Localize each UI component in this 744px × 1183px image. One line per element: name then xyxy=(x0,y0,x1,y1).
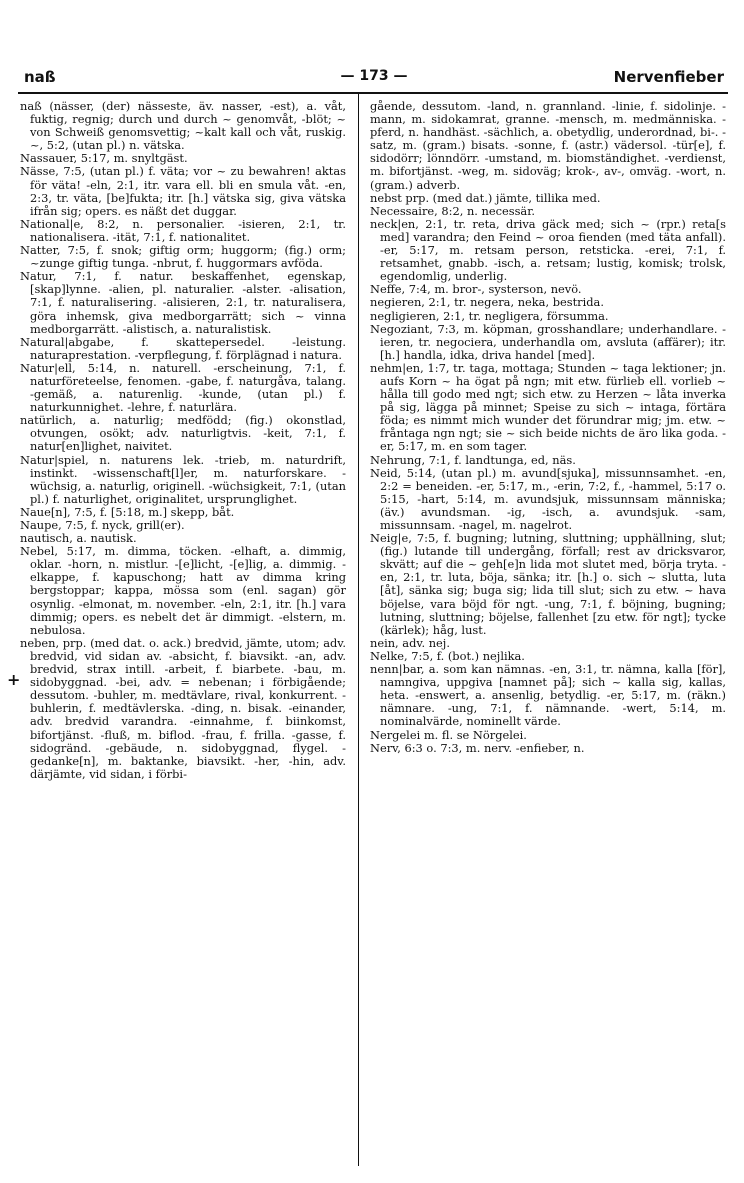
left-column xyxy=(20,100,346,781)
page-number: — 173 — xyxy=(340,68,408,84)
entry: Naupe, 7:5, f. nyck, grill(er). xyxy=(20,518,185,532)
header-left-guideword: naß xyxy=(24,68,56,86)
entry: Nassauer, 5:17, m. snyltgäst. xyxy=(20,151,188,166)
margin-mark: + xyxy=(7,670,21,689)
entry: Natur, 7:1, f. natur. beskaffenhet, egenskap, [skap]lynne. -alien, pl. naturalier. -alster. -alisation, 7:1, f. naturalisering. -alisieren, 2:1, tr. naturalisera, göra inhemsk, giva medborgarrätt; sich ~ vinna medborgarrätt. -alistisch, a. naturalistisk. xyxy=(20,269,346,336)
entry: Nässe, 7:5, (utan pl.) f. väta; vor ~ zu bewahren! aktas för väta! -eln, 2:1, itr. vara ell. bli en smula våt. -en, 2:3, tr. väta, [be]fukta; itr. [h.] vätska sig, giva vätska ifrån sig; opers. es näßt det duggar. xyxy=(20,164,346,218)
entry: Negoziant, 7:3, m. köpman, grosshandlare; underhandlare. -ieren, tr. negociera, underhandla om, avsluta (affärer); itr. [h.] handla, idka, driva handel [med]. xyxy=(370,321,726,362)
entry: nehm|en, 1:7, tr. taga, mottaga; Stunden ~ taga lektioner; jn. aufs Korn ~ ha ögat på ngn; mit etw. fürlieb ell. vorlieb ~ hålla till godo med ngt; sich etw. zu Herzen ~ låta inverka på sig, lägga på minnet; Speise zu sich ~ intaga, förtära föda; es nimmt mich wunder det förundrar mig; jm. etw. ~ fråntaga ngn ngt; sie ~ sich beide nichts de äro lika goda. -er, 5:17, m. en som tager. xyxy=(370,360,726,454)
entry: neben, prp. (med dat. o. ack.) bredvid, jämte, utom; adv. bredvid, vid sidan av. -absicht, f. biavsikt. -an, adv. bredvid, strax intill. -arbeit, f. biarbete. -bau, m. sidobyggnad. -bei, adv. = nebenan; i förbigående; dessutom. -buhler, m. medtävlare, rival, konkurrent. -buhlerin, f. medtävlerska. -ding, n. bisak. -einander, adv. bredvid varandra. -einnahme, f. biinkomst, bifortjänst. -fluß, m. biflod. -frau, f. frilla. -gasse, f. sidogränd. -gebäude, n. sidobyggnad, flygel. -gedanke[n], m. baktanke, biavsikt. -her, -hin, adv. därjämte, vid sidan, i förbi- xyxy=(20,635,346,781)
entry: Neig|e, 7:5, f. bugning; lutning, sluttning; upphällning, slut; (fig.) lutande till undergång, förfall; rest av dricksvaror, skvätt; auf die ~ geh[e]n lida mot slutet med, börja tryta. -en, 2:1, tr. luta, böja, sänka; itr. [h.] o. sich ~ slutta, luta [åt], sänka sig; buga sig; lida till slut; sich zu etw. ~ hava böjelse, vara böjd för ngt. -ung, 7:1, f. böjning, bugning; lutning, sluttning; böjelse, fallenhet [zu etw. för ngt]; tycke (kärlek); håg, lust. xyxy=(370,531,726,637)
entry: Nebel, 5:17, m. dimma, töcken. -elhaft, a. dimmig, oklar. -horn, n. mistlur. -[e]licht, -[e]lig, a. dimmig. -elkappe, f. kapuschong; hatt av dimma kring bergstoppar; kappa, mössa som (enl. sagan) gör osynlig. -elmonat, m. november. -eln, 2:1, itr. [h.] vara dimmig; opers. es nebelt det är dimmigt. -elstern, m. nebulosa. xyxy=(20,544,346,637)
entry: naß (nässer, (der) nässeste, äv. nasser, -est), a. våt, fuktig, regnig; durch und durch ~ genomvåt, -blöt; ~ von Schweiß genomsvettig; ~kalt kall och våt, ruskig. ~, 5:2, (utan pl.) n. vätska. xyxy=(20,99,346,153)
entry: gående, dessutom. -land, n. grannland. -linie, f. sidolinje. -mann, m. sidokamrat, granne. -mensch, m. medmänniska. -pferd, n. handhäst. -sächlich, a. obetydlig, underordnad, bi-. -satz, m. (gram.) bisats. -sonne, f. (astr.) vädersol. -tür[e], f. sidodörr; lönndörr. -umstand, m. biomständighet. -verdienst, m. bifortjänst. -weg, m. sidoväg; krok-, av-, omväg. -wort, n. (gram.) adverb. xyxy=(370,99,726,192)
entry: nein, adv. nej. xyxy=(370,635,450,650)
entry: Necessaire, 8:2, n. necessär. xyxy=(370,203,536,218)
entry: Natter, 7:5, f. snok; giftig orm; huggorm; (fig.) orm; ~zunge giftig tunga. -nbrut, f. huggormars avföda. xyxy=(20,243,346,271)
entry: Natur|spiel, n. naturens lek. -trieb, m. naturdrift, instinkt. -wissenschaft[l]er, m. naturforskare. -wüchsig, a. naturlig, originell. -wüchsigkeit, 7:1, (utan pl.) f. naturlighet, originalitet, ursprunglighet. xyxy=(20,452,346,506)
column-divider xyxy=(358,94,359,1166)
header-right-guideword: Nervenfieber xyxy=(613,68,724,86)
entry: Nehrung, 7:1, f. landtunga, ed, näs. xyxy=(370,452,576,467)
entry: Naue[n], 7:5, f. [5:18, m.] skepp, båt. xyxy=(20,504,235,519)
entry: Neid, 5:14, (utan pl.) m. avund[sjuka], missunnsamhet. -en, 2:2 = beneiden. -er, 5:17, m., -erin, 7:2, f., -hammel, 5:17 o. 5:15, -hart, 5:14, m. avundsjuk, missunnsam människa; (äv.) avundsman. -ig, -isch, a. avundsjuk. -sam, missunnsam. -nagel, m. nagelrot. xyxy=(370,465,726,532)
entry: Nerv, 6:3 o. 7:3, m. nerv. -enfieber, n. xyxy=(370,740,585,755)
entry: negieren, 2:1, tr. negera, neka, bestrida. xyxy=(370,295,604,310)
entry: Natural|abgabe, f. skattepersedel. -leistung. naturaprestation. -verpflegung, f. förplägnad i natura. xyxy=(20,334,346,362)
entry: Natur|ell, 5:14, n. naturell. -erscheinung, 7:1, f. naturföreteelse, fenomen. -gabe, f. naturgåva, talang. -gemäß, a. naturenlig. -kunde, (utan pl.) f. naturkunnighet. -lehre, f. naturlära. xyxy=(20,360,346,415)
header-rule xyxy=(18,92,728,94)
entry: neck|en, 2:1, tr. reta, driva gäck med; sich ~ (rpr.) reta[s med] varandra; den Feind ~ oroa fienden (med täta anfall). -er, 5:17, m. retsam person, retsticka. -erei, 7:1, f. retsamhet, gnabb. -isch, a. retsam; lustig, komisk; trolsk, egendomlig, underlig. xyxy=(370,216,726,284)
right-column xyxy=(370,100,726,755)
entry: nautisch, a. nautisk. xyxy=(20,531,137,546)
entry: negligieren, 2:1, tr. negligera, försumma. xyxy=(370,308,609,323)
entry: nenn|bar, a. som kan nämnas. -en, 3:1, tr. nämna, kalla [för], namngiva, uppgiva [namnet på]; sich ~ kalla sig, kallas, heta. -enswert, a. ansenlig, betydlig. -er, 5:17, m. (räkn.) nämnare. -ung, 7:1, f. nämnande. -wert, 5:14, m. nominalvärde, nominellt värde. xyxy=(370,662,726,729)
entry: Neffe, 7:4, m. bror-, systerson, nevö. xyxy=(370,282,582,297)
entry: Nergelei m. fl. se Nörgelei. xyxy=(370,727,527,742)
entry: National|e, 8:2, n. personalier. -isieren, 2:1, tr. nationalisera. -ität, 7:1, f. nationalitet. xyxy=(20,216,346,244)
page-header xyxy=(24,68,724,90)
entry: nebst prp. (med dat.) jämte, tillika med. xyxy=(370,190,601,205)
entry: natürlich, a. naturlig; medfödd; (fig.) okonstlad, otvungen, osökt; adv. naturligtvis. -keit, 7:1, f. natur[en]lighet, naivitet. xyxy=(20,413,346,454)
entry: Nelke, 7:5, f. (bot.) nejlika. xyxy=(370,648,525,663)
